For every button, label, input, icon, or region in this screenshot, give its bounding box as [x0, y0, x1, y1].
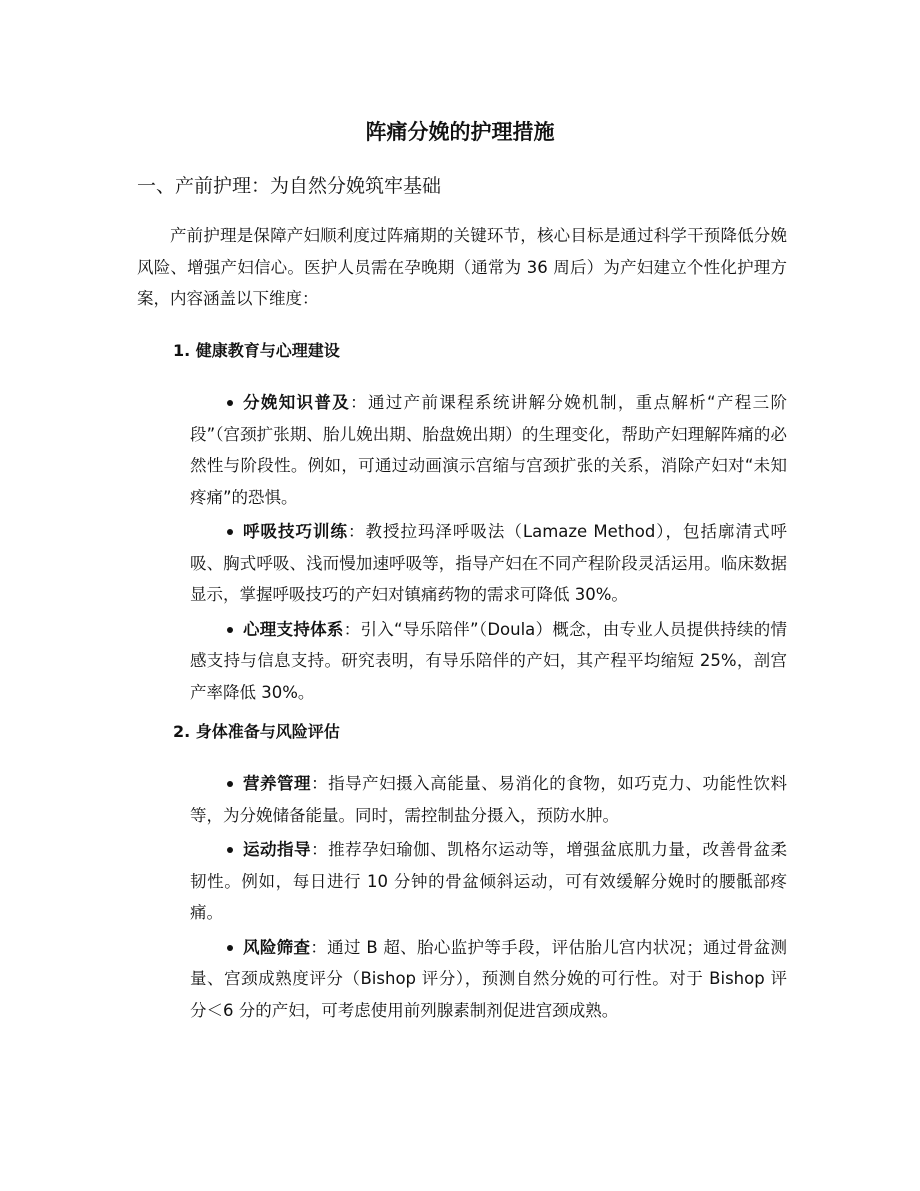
list-item-lead: 分娩知识普及: [243, 393, 351, 412]
list-item: [190, 932, 787, 1027]
section-intro-paragraph: 产前护理是保障产妇顺利度过阵痛期的关键环节，核心目标是通过科学干预降低分娩风险、增强产妇信心。医护人员需在孕晚期（通常为 36 周后）为产妇建立个性化护理方案，内容涵盖以下维度：: [137, 226, 787, 308]
bullet-icon: [227, 400, 233, 406]
subsection-heading-physical-preparation: 2. 身体准备与风险评估: [173, 722, 340, 741]
bullet-icon: [227, 627, 233, 633]
list-item: [190, 768, 787, 831]
document-title: 阵痛分娩的护理措施: [365, 120, 555, 144]
bullet-icon: [227, 529, 233, 535]
bullet-icon: [227, 847, 233, 853]
health-education-list: [190, 387, 787, 711]
list-item-text: ：通过 B 超、胎心监护等手段，评估胎儿宫内状况；通过骨盆测量、宫颈成熟度评分（Bishop 评分），预测自然分娩的可行性。对于 Bishop 评分＜6 分的产妇，可考虑使用前列腺素制剂促进宫颈成熟。: [190, 937, 788, 1020]
physical-preparation-list: [190, 768, 787, 1029]
list-item: [190, 516, 787, 611]
list-item-lead: 营养管理: [243, 774, 312, 793]
list-item-text: ：引入“导乐陪伴”（Doula）概念，由专业人员提供持续的情感支持与信息支持。研究表明，有导乐陪伴的产妇，其产程平均缩短 25%，剖宫产率降低 30%。: [190, 619, 787, 702]
list-item-text: ：指导产妇摄入高能量、易消化的食物，如巧克力、功能性饮料等，为分娩储备能量。同时，需控制盐分摄入，预防水肿。: [190, 774, 788, 825]
list-item-lead: 风险筛查: [243, 937, 311, 957]
list-item-lead: 心理支持体系: [243, 619, 344, 639]
bullet-icon: [227, 945, 233, 951]
bullet-icon: [227, 781, 233, 787]
section-heading-prenatal-care: 一、产前护理：为自然分娩筑牢基础: [137, 175, 442, 197]
list-item: [190, 614, 787, 709]
list-item-lead: 运动指导: [243, 840, 312, 859]
list-item-text: ：教授拉玛泽呼吸法（Lamaze Method），包括廓清式呼吸、胸式呼吸、浅而慢加速呼吸等，指导产妇在不同产程阶段灵活运用。临床数据显示，掌握呼吸技巧的产妇对镇痛药物的需求可降低 30%。: [190, 522, 788, 604]
list-item: [190, 387, 787, 513]
list-item-lead: 呼吸技巧训练: [243, 522, 348, 541]
subsection-heading-health-education: 1. 健康教育与心理建设: [173, 341, 340, 360]
list-item-text: ：推荐孕妇瑜伽、凯格尔运动等，增强盆底肌力量，改善骨盆柔韧性。例如，每日进行 10 分钟的骨盆倾斜运动，可有效缓解分娩时的腰骶部疼痛。: [190, 840, 788, 922]
list-item-text: ：通过产前课程系统讲解分娩机制，重点解析“产程三阶段”（宫颈扩张期、胎儿娩出期、胎盘娩出期）的生理变化，帮助产妇理解阵痛的必然性与阶段性。例如，可通过动画演示宫缩与宫颈扩张的关系，消除产妇对“未知疼痛”的恐惧。: [190, 393, 787, 507]
list-item: [190, 834, 787, 929]
